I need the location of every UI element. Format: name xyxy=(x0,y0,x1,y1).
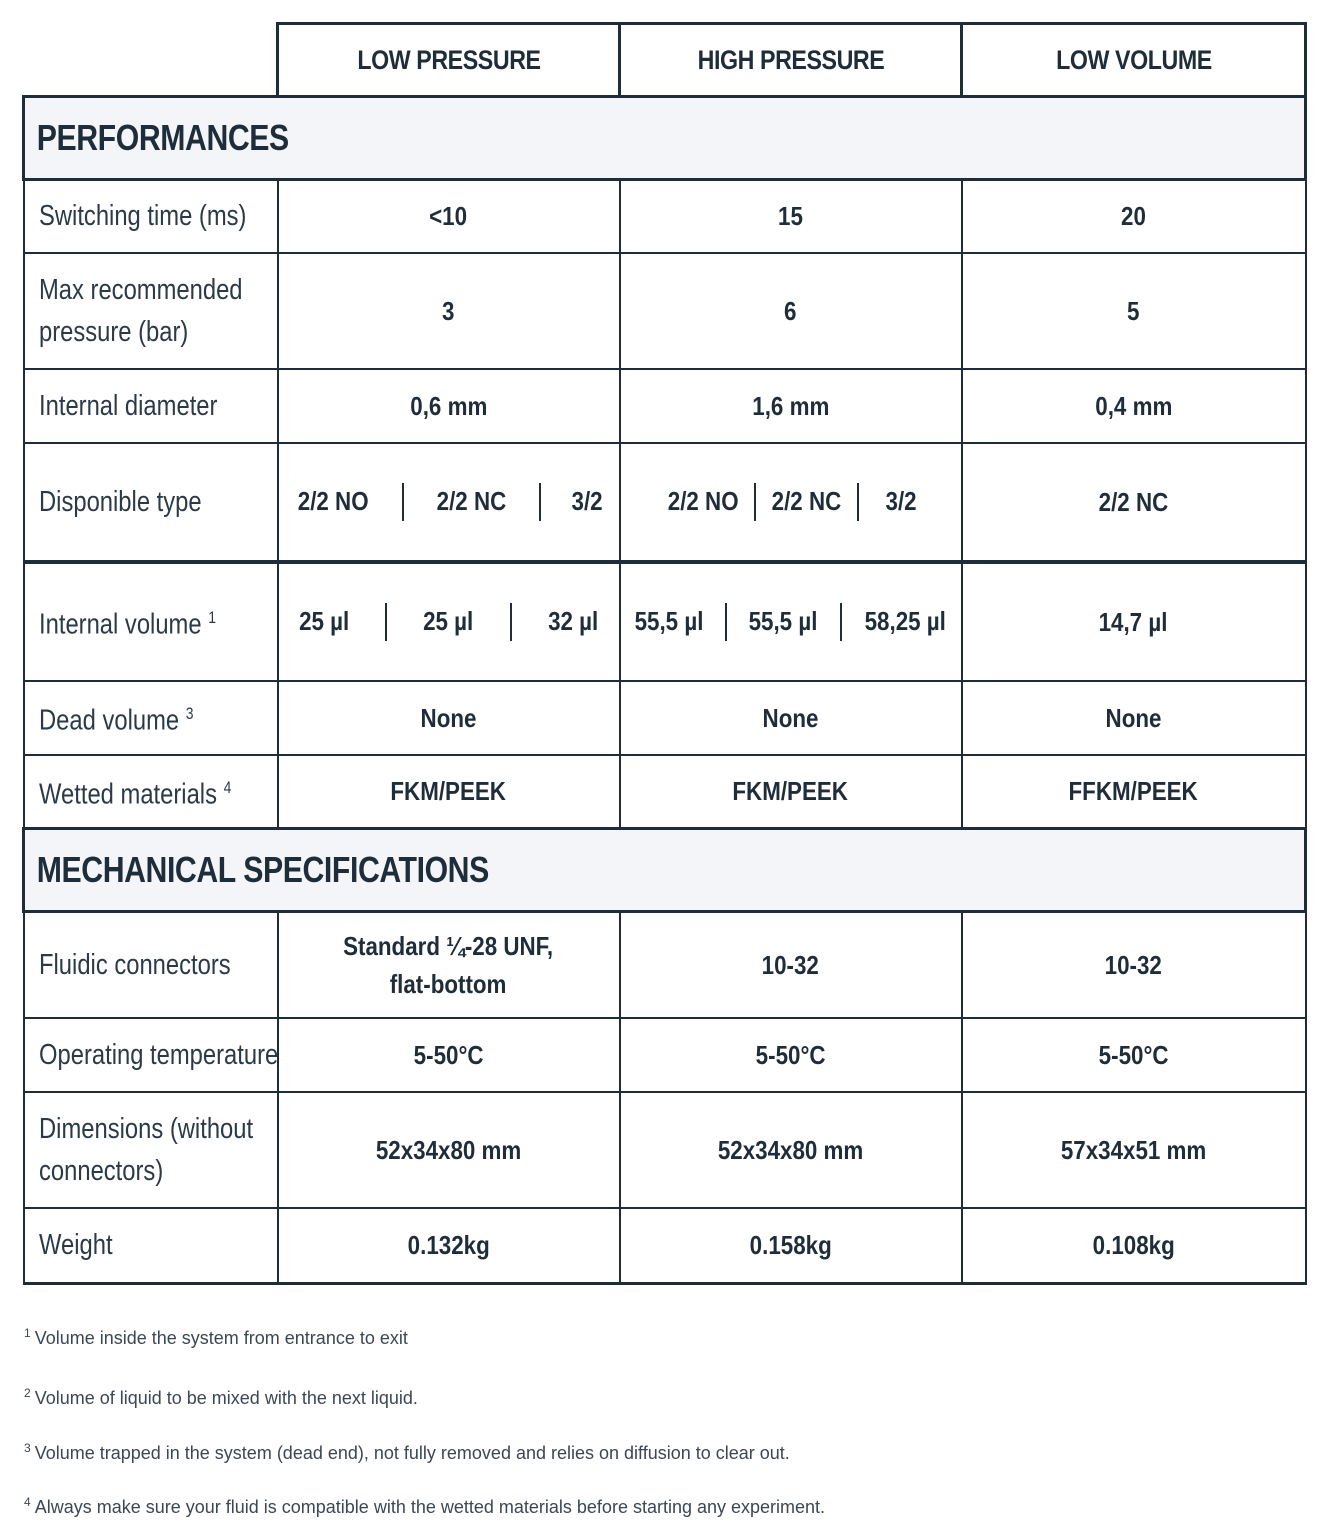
volume-low-volume: 14,7 µl xyxy=(1099,606,1168,637)
volume-option: 32 µl xyxy=(548,606,599,636)
type-option: 3/2 xyxy=(885,486,917,516)
value-high-pressure: FKM/PEEK xyxy=(732,776,849,807)
col-high-pressure: HIGH PRESSURE xyxy=(643,24,937,97)
section-performances xyxy=(24,97,1306,180)
volume-option: 55,5 µl xyxy=(748,606,818,636)
value-low-pressure: 3 xyxy=(442,295,455,326)
type-option: 2/2 NO xyxy=(667,486,739,516)
value-low-pressure: 0,6 mm xyxy=(409,390,488,421)
value-low-pressure: Standard ¼-28 UNF, flat-bottom xyxy=(343,930,554,999)
row-disponible-type xyxy=(24,443,1306,562)
row-label: Wetted materials $^4$ xyxy=(38,777,231,811)
value-high-pressure: 10-32 xyxy=(761,949,820,980)
value-low-pressure: 5-50°C xyxy=(413,1039,484,1070)
col-low-volume: LOW VOLUME xyxy=(986,24,1282,97)
type-option: 2/2 NC xyxy=(436,486,507,516)
separator xyxy=(857,483,859,521)
type-low-volume: 2/2 NC xyxy=(1098,486,1169,517)
value-low-volume: 0,4 mm xyxy=(1094,390,1173,421)
value-low-volume: 5-50°C xyxy=(1098,1039,1169,1070)
value-high-pressure: 15 xyxy=(778,201,803,232)
row-label: Disponible type xyxy=(38,485,202,518)
row-max-pressure xyxy=(24,253,1306,369)
value-low-pressure: None xyxy=(420,702,477,733)
type-option: 3/2 xyxy=(571,486,603,516)
type-low-pressure xyxy=(279,444,619,560)
value-low-pressure: <10 xyxy=(429,201,468,232)
row-label: Dimensions (without connectors) xyxy=(38,1112,253,1187)
row-label: Weight xyxy=(38,1229,113,1262)
separator xyxy=(754,483,756,521)
row-internal-diameter xyxy=(24,369,1306,443)
separator xyxy=(385,603,387,641)
header-row xyxy=(24,24,1306,97)
footnote-4: $^4$ Always make sure your fluid is compatible with the wetted materials before starting any experiment. xyxy=(24,1495,826,1517)
row-dead-volume xyxy=(24,681,1306,755)
separator xyxy=(725,603,727,641)
section-title: MECHANICAL SPECIFICATIONS xyxy=(36,849,489,890)
value-high-pressure: 6 xyxy=(784,295,797,326)
value-low-volume: 10-32 xyxy=(1104,949,1163,980)
separator xyxy=(402,483,404,521)
value-high-pressure: 52x34x80 mm xyxy=(717,1134,864,1165)
section-mechanical xyxy=(24,829,1306,912)
value-low-volume: 57x34x51 mm xyxy=(1060,1134,1207,1165)
row-label: Switching time (ms) xyxy=(38,200,246,233)
value-low-volume: 0.108kg xyxy=(1092,1230,1175,1261)
separator xyxy=(840,603,842,641)
value-low-volume: FFKM/PEEK xyxy=(1068,776,1199,807)
row-label: Max recommended pressure (bar) xyxy=(38,273,243,348)
corner-cell xyxy=(41,24,259,97)
row-operating-temperature xyxy=(24,1018,1306,1092)
row-internal-volume xyxy=(24,562,1306,681)
value-high-pressure: None xyxy=(762,702,819,733)
volume-option: 58,25 µl xyxy=(864,606,946,636)
row-dimensions xyxy=(24,1092,1306,1208)
row-weight xyxy=(24,1208,1306,1284)
type-high-pressure xyxy=(621,444,961,560)
type-option: 2/2 NC xyxy=(771,486,842,516)
section-title: PERFORMANCES xyxy=(36,117,289,158)
volume-low-pressure xyxy=(279,564,619,680)
row-switching-time xyxy=(24,180,1306,253)
row-label: Internal diameter xyxy=(38,389,217,422)
separator xyxy=(539,483,541,521)
volume-option: 55,5 µl xyxy=(634,606,704,636)
value-low-volume: 20 xyxy=(1121,201,1146,232)
row-label: Internal volume $^1$ xyxy=(38,608,216,641)
footnote-3: $^3$ Volume trapped in the system (dead end), not fully removed and relies on diffusion to clear out. xyxy=(24,1441,790,1463)
row-label: Operating temperature xyxy=(38,1038,278,1071)
row-label: Fluidic connectors xyxy=(38,948,231,981)
value-low-pressure: 0.132kg xyxy=(407,1230,490,1261)
separator xyxy=(510,603,512,641)
value-low-pressure: 52x34x80 mm xyxy=(375,1134,522,1165)
footnote-2: $^2$ Volume of liquid to be mixed with the next liquid. xyxy=(24,1386,418,1408)
value-low-volume: 5 xyxy=(1127,295,1140,326)
spec-table xyxy=(22,22,1307,1285)
value-high-pressure: 5-50°C xyxy=(755,1039,826,1070)
col-low-pressure: LOW PRESSURE xyxy=(301,24,595,97)
row-fluidic-connectors xyxy=(24,912,1306,1018)
type-option: 2/2 NO xyxy=(297,486,369,516)
value-high-pressure: 1,6 mm xyxy=(751,390,830,421)
footnote-1: $^1$ Volume inside the system from entrance to exit xyxy=(24,1326,408,1348)
row-label: Dead volume $^3$ xyxy=(38,704,193,737)
row-wetted-materials xyxy=(24,755,1306,829)
volume-high-pressure xyxy=(621,564,961,680)
volume-option: 25 µl xyxy=(423,606,474,636)
value-low-pressure: FKM/PEEK xyxy=(390,776,507,807)
value-high-pressure: 0.158kg xyxy=(749,1230,832,1261)
value-low-volume: None xyxy=(1105,702,1162,733)
volume-option: 25 µl xyxy=(298,606,349,636)
